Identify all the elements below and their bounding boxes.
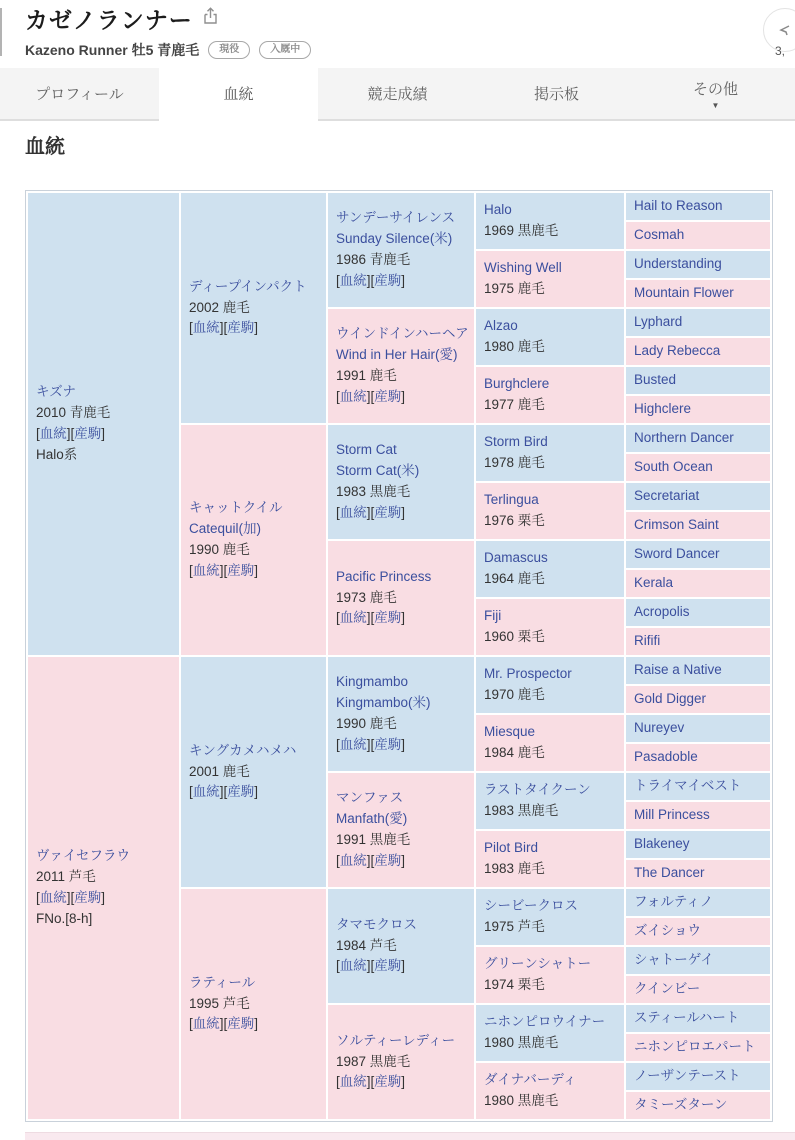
pedigree-cell	[328, 193, 474, 307]
pedigree-cell	[626, 715, 770, 742]
pedigree-cell	[626, 947, 770, 974]
horse-link[interactable]: クインビー	[634, 981, 701, 997]
horse-link[interactable]: フォルティノ	[634, 894, 714, 910]
pedigree-cell	[476, 773, 624, 829]
chevron-down-icon: ▼	[711, 100, 720, 110]
horse-link[interactable]: ノーザンテースト	[634, 1068, 741, 1084]
horse-link[interactable]: Wishing Well	[484, 260, 562, 276]
pedigree-cell	[328, 773, 474, 887]
horse-link[interactable]: Kingmambo	[336, 674, 409, 690]
pedigree-cell	[626, 309, 770, 336]
horse-year-coat: 1990 鹿毛	[336, 716, 397, 731]
horse-link[interactable]: Northern Dancer	[634, 430, 734, 446]
horse-link[interactable]: Gold Digger	[634, 691, 707, 707]
blood-link[interactable]: 血統	[339, 958, 367, 974]
horse-year-coat: 1969 黒鹿毛	[484, 223, 559, 238]
horse-extra-info: FNo.[8-h]	[36, 910, 93, 926]
blood-link[interactable]: 血統	[192, 784, 220, 800]
offspring-link[interactable]: 産駒	[374, 736, 402, 752]
pedigree-cell	[476, 367, 624, 423]
horse-year-coat: 2011 芦毛	[36, 869, 96, 885]
table-row	[28, 657, 770, 684]
pedigree-links: [血統][産駒]	[336, 852, 406, 868]
horse-year-coat: 1991 黒鹿毛	[336, 832, 411, 847]
tab-others[interactable]: その他 ▼	[636, 68, 795, 121]
horse-year-coat: 1986 青鹿毛	[336, 252, 411, 267]
offspring-link[interactable]: 産駒	[74, 890, 102, 905]
favorite-count: 3,	[775, 44, 786, 58]
horse-link[interactable]: ラティール	[189, 974, 256, 990]
horse-link[interactable]: Sword Dancer	[634, 546, 720, 562]
horse-link[interactable]: Mountain Flower	[634, 285, 734, 301]
horse-link[interactable]: キングカメハメハ	[189, 742, 297, 758]
horse-link-latin[interactable]: Storm Cat(米)	[336, 463, 420, 479]
offspring-link[interactable]: 産駒	[374, 272, 402, 288]
horse-link[interactable]: Lady Rebecca	[634, 343, 721, 359]
offspring-link[interactable]: 産駒	[227, 784, 255, 800]
horse-link[interactable]: ズイショウ	[634, 923, 701, 939]
horse-link[interactable]: スティールハート	[634, 1010, 740, 1026]
horse-link[interactable]: Miesque	[484, 724, 536, 740]
horse-link[interactable]: Busted	[634, 372, 677, 388]
horse-link-latin[interactable]: Sunday Silence(米)	[336, 231, 453, 247]
horse-link[interactable]: ソルティーレディー	[336, 1032, 456, 1048]
pedigree-cell	[476, 1005, 624, 1061]
blood-link[interactable]: 血統	[192, 562, 220, 578]
pedigree-cell	[476, 1063, 624, 1119]
horse-link[interactable]: グリーンシャトー	[484, 956, 592, 972]
offspring-link[interactable]: 産駒	[374, 1074, 402, 1090]
pedigree-cell	[476, 599, 624, 655]
offspring-link[interactable]: 産駒	[74, 426, 102, 441]
horse-header	[25, 8, 311, 60]
pedigree-cell	[626, 483, 770, 510]
pedigree-cell	[28, 657, 179, 1119]
horse-year-coat: 1983 黒鹿毛	[484, 803, 559, 818]
pedigree-cell	[626, 657, 770, 684]
horse-link[interactable]: Burghclere	[484, 376, 550, 392]
pedigree-cell	[328, 541, 474, 655]
horse-link[interactable]: Fiji	[484, 608, 502, 624]
horse-year-coat: 1974 栗毛	[484, 977, 545, 992]
pedigree-cell	[626, 802, 770, 829]
horse-link[interactable]: ニホンピロウイナー	[484, 1014, 606, 1030]
pedigree-cell	[476, 947, 624, 1003]
horse-link[interactable]: Mill Princess	[634, 807, 710, 823]
horse-year-coat: 1973 鹿毛	[336, 589, 397, 605]
blood-link[interactable]: 血統	[339, 852, 367, 868]
blood-link[interactable]: 血統	[39, 890, 67, 905]
horse-link[interactable]: タマモクロス	[336, 916, 417, 932]
pedigree-cell	[626, 599, 770, 626]
pedigree-cell	[626, 570, 770, 597]
pedigree-cell	[476, 541, 624, 597]
horse-link[interactable]: ニホンピロエパート	[634, 1039, 756, 1055]
pedigree-links: [血統][産駒]	[189, 562, 259, 578]
tab-bar	[0, 68, 795, 121]
offspring-link[interactable]: 産駒	[374, 852, 402, 868]
horse-link[interactable]: Crimson Saint	[634, 517, 719, 533]
horse-link[interactable]: Rififi	[634, 633, 661, 649]
offspring-link[interactable]: 産駒	[227, 1016, 255, 1032]
circle-button-icon	[778, 23, 792, 37]
pedigree-cell	[626, 918, 770, 945]
pedigree-cell	[626, 1063, 770, 1090]
offspring-link[interactable]: 産駒	[227, 562, 255, 578]
pedigree-cell	[626, 338, 770, 365]
pedigree-links: [血統][産駒]	[336, 272, 406, 288]
horse-link[interactable]: シービークロス	[484, 898, 578, 914]
horse-link-latin[interactable]: Kingmambo(米)	[336, 695, 431, 711]
horse-year-coat: 1975 芦毛	[484, 919, 545, 934]
horse-link[interactable]: Secretariat	[634, 488, 700, 504]
pedigree-cell	[476, 657, 624, 713]
horse-year-coat: 1983 鹿毛	[484, 861, 545, 876]
horse-link-latin[interactable]: Manfath(愛)	[336, 811, 408, 827]
horse-year-coat: 1991 鹿毛	[336, 368, 397, 383]
tab-profile[interactable]: プロフィール	[0, 68, 159, 121]
horse-year-coat: 1983 黒鹿毛	[336, 484, 411, 499]
blood-link[interactable]: 血統	[192, 320, 220, 336]
offspring-link[interactable]: 産駒	[374, 958, 402, 974]
horse-link[interactable]: Alzao	[484, 318, 518, 334]
horse-link[interactable]: キャットクイル	[189, 500, 283, 516]
blood-link[interactable]: 血統	[339, 1074, 367, 1090]
horse-link[interactable]: サンデーサイレンス	[336, 210, 456, 226]
horse-year-coat: 2002 鹿毛	[189, 299, 250, 315]
pedigree-cell	[626, 541, 770, 568]
blood-link[interactable]: 血統	[39, 426, 67, 441]
horse-link[interactable]: Kerala	[634, 575, 674, 591]
horse-year-coat: 2010 青鹿毛	[36, 405, 111, 421]
horse-link[interactable]: キズナ	[36, 384, 76, 400]
pedigree-cell	[328, 1005, 474, 1119]
pedigree-cell	[181, 193, 326, 423]
pedigree-cell	[28, 193, 179, 655]
offspring-link[interactable]: 産駒	[374, 610, 402, 626]
horse-extra-info: Halo系	[36, 446, 78, 462]
pedigree-cell	[626, 628, 770, 655]
pedigree-cell	[626, 976, 770, 1003]
pedigree-links: [血統][産駒]	[336, 388, 406, 404]
pedigree-table	[25, 190, 773, 1122]
horse-link[interactable]: Storm Cat	[336, 442, 397, 458]
horse-year-coat: 1960 栗毛	[484, 629, 545, 644]
pedigree-cell	[476, 483, 624, 539]
horse-year-coat: 1987 黒鹿毛	[336, 1053, 411, 1069]
horse-link[interactable]: Damascus	[484, 550, 548, 566]
horse-year-coat: 1975 鹿毛	[484, 281, 545, 296]
horse-link-latin[interactable]: Wind in Her Hair(愛)	[336, 347, 458, 363]
horse-link[interactable]: Nureyev	[634, 720, 685, 736]
pedigree-cell	[626, 454, 770, 481]
pedigree-cell	[476, 715, 624, 771]
blood-link[interactable]: 血統	[339, 736, 367, 752]
pedigree-body	[28, 193, 770, 1119]
horse-year-coat: 2001 鹿毛	[189, 763, 250, 779]
horse-link[interactable]: シャトーゲイ	[634, 952, 714, 968]
pedigree-links: [血統][産駒]	[336, 736, 406, 752]
tab-race-results[interactable]: 競走成績	[318, 68, 477, 121]
status-badge-active: 現役	[208, 41, 250, 59]
pedigree-cell	[626, 1005, 770, 1032]
table-row	[28, 193, 770, 220]
blood-link[interactable]: 血統	[339, 272, 367, 288]
horse-year-coat: 1980 黒鹿毛	[484, 1035, 559, 1050]
pedigree-cell	[181, 889, 326, 1119]
pedigree-cell	[626, 686, 770, 713]
pedigree-links: [血統][産駒]	[336, 1074, 406, 1090]
pedigree-links: [血統][産駒]	[36, 426, 106, 441]
section-title-pedigree: 血統	[25, 136, 65, 158]
pedigree-links: [血統][産駒]	[189, 320, 259, 336]
pedigree-cell	[328, 425, 474, 539]
horse-link[interactable]: ディープインパクト	[189, 278, 307, 294]
pedigree-cell	[476, 831, 624, 887]
pedigree-links: [血統][産駒]	[336, 504, 406, 520]
horse-year-coat: 1980 黒鹿毛	[484, 1093, 559, 1108]
horse-link[interactable]: Highclere	[634, 401, 692, 417]
horse-link[interactable]: The Dancer	[634, 865, 705, 881]
horse-link[interactable]: マンファス	[336, 790, 404, 806]
pedigree-cell	[626, 396, 770, 423]
pedigree-cell	[476, 309, 624, 365]
horse-year-coat: 1964 鹿毛	[484, 571, 545, 586]
pedigree-cell	[328, 889, 474, 1003]
blood-link[interactable]: 血統	[192, 1016, 220, 1032]
horse-link[interactable]: Halo	[484, 202, 512, 218]
horse-link[interactable]: ウインドインハーヘア	[336, 326, 469, 342]
horse-year-coat: 1976 栗毛	[484, 513, 545, 528]
horse-link[interactable]: Hail to Reason	[634, 198, 723, 214]
horse-year-coat: 1984 鹿毛	[484, 745, 545, 760]
pedigree-cell	[626, 831, 770, 858]
pedigree-cell	[626, 367, 770, 394]
screen-edge-line	[0, 8, 2, 56]
page-title: カゼノランナー	[25, 7, 193, 33]
horse-link[interactable]: Terlingua	[484, 492, 539, 508]
horse-link[interactable]: Raise a Native	[634, 662, 722, 678]
blood-link[interactable]: 血統	[339, 504, 367, 520]
horse-link[interactable]: Lyphard	[634, 314, 683, 330]
horse-link[interactable]: Pasadoble	[634, 749, 698, 765]
pedigree-links: [血統][産駒]	[336, 610, 406, 626]
horse-link[interactable]: ヴァイセフラウ	[36, 848, 130, 864]
horse-link[interactable]: Mr. Prospector	[484, 666, 572, 682]
pedigree-cell	[476, 251, 624, 307]
pedigree-cell	[328, 309, 474, 423]
pedigree-cell	[626, 251, 770, 278]
pedigree-links: [血統][産駒]	[189, 784, 259, 800]
share-icon[interactable]	[202, 7, 219, 30]
horse-link[interactable]: South Ocean	[634, 459, 713, 475]
pedigree-cell	[181, 657, 326, 887]
pedigree-links: [血統][産駒]	[36, 890, 106, 905]
horse-link[interactable]: タミーズターン	[634, 1097, 728, 1113]
horse-subtitle: Kazeno Runner 牡5 青鹿毛	[25, 42, 200, 59]
horse-link[interactable]: Blakeney	[634, 836, 690, 852]
pedigree-cell	[626, 773, 770, 800]
horse-link[interactable]: トライマイベスト	[634, 778, 742, 794]
pedigree-links: [血統][産駒]	[336, 958, 406, 974]
pedigree-cell	[626, 860, 770, 887]
pedigree-cell	[626, 512, 770, 539]
status-badge-stabled: 入厩中	[259, 41, 311, 59]
tab-board[interactable]: 掲示板	[477, 68, 636, 121]
offspring-link[interactable]: 産駒	[227, 320, 255, 336]
horse-year-coat: 1980 鹿毛	[484, 339, 545, 354]
horse-year-coat: 1977 鹿毛	[484, 397, 545, 412]
pedigree-cell	[626, 1034, 770, 1061]
horse-link[interactable]: Storm Bird	[484, 434, 548, 450]
pedigree-cell	[476, 425, 624, 481]
pedigree-cell	[328, 657, 474, 771]
horse-year-coat: 1978 鹿毛	[484, 455, 545, 470]
blood-link[interactable]: 血統	[339, 610, 367, 626]
horse-link[interactable]: Pilot Bird	[484, 840, 539, 856]
pedigree-cell	[626, 222, 770, 249]
horse-year-coat: 1990 鹿毛	[189, 542, 250, 557]
pedigree-cell	[626, 889, 770, 916]
pedigree-cell	[181, 425, 326, 655]
pedigree-cell	[626, 193, 770, 220]
horse-year-coat: 1995 芦毛	[189, 995, 250, 1011]
horse-year-coat: 1984 芦毛	[336, 937, 397, 953]
offspring-link[interactable]: 産駒	[374, 504, 402, 520]
horse-link[interactable]: Understanding	[634, 256, 722, 272]
offspring-link[interactable]: 産駒	[374, 388, 402, 404]
pedigree-cell	[626, 425, 770, 452]
horse-link[interactable]: Acropolis	[634, 604, 690, 620]
blood-link[interactable]: 血統	[339, 388, 367, 404]
tab-pedigree[interactable]: 血統	[159, 68, 318, 121]
horse-link[interactable]: ラストタイクーン	[484, 782, 591, 798]
pedigree-cell	[626, 280, 770, 307]
pedigree-cell	[626, 744, 770, 771]
pedigree-links: [血統][産駒]	[189, 1016, 259, 1032]
horse-link-latin[interactable]: Catequil(加)	[189, 521, 262, 537]
horse-link[interactable]: Pacific Princess	[336, 568, 432, 584]
horse-year-coat: 1970 鹿毛	[484, 687, 545, 702]
pedigree-cell	[476, 889, 624, 945]
pedigree-cell	[626, 1092, 770, 1119]
pedigree-cell	[476, 193, 624, 249]
horse-link[interactable]: ダイナバーディ	[484, 1072, 577, 1088]
horse-link[interactable]: Cosmah	[634, 227, 685, 243]
